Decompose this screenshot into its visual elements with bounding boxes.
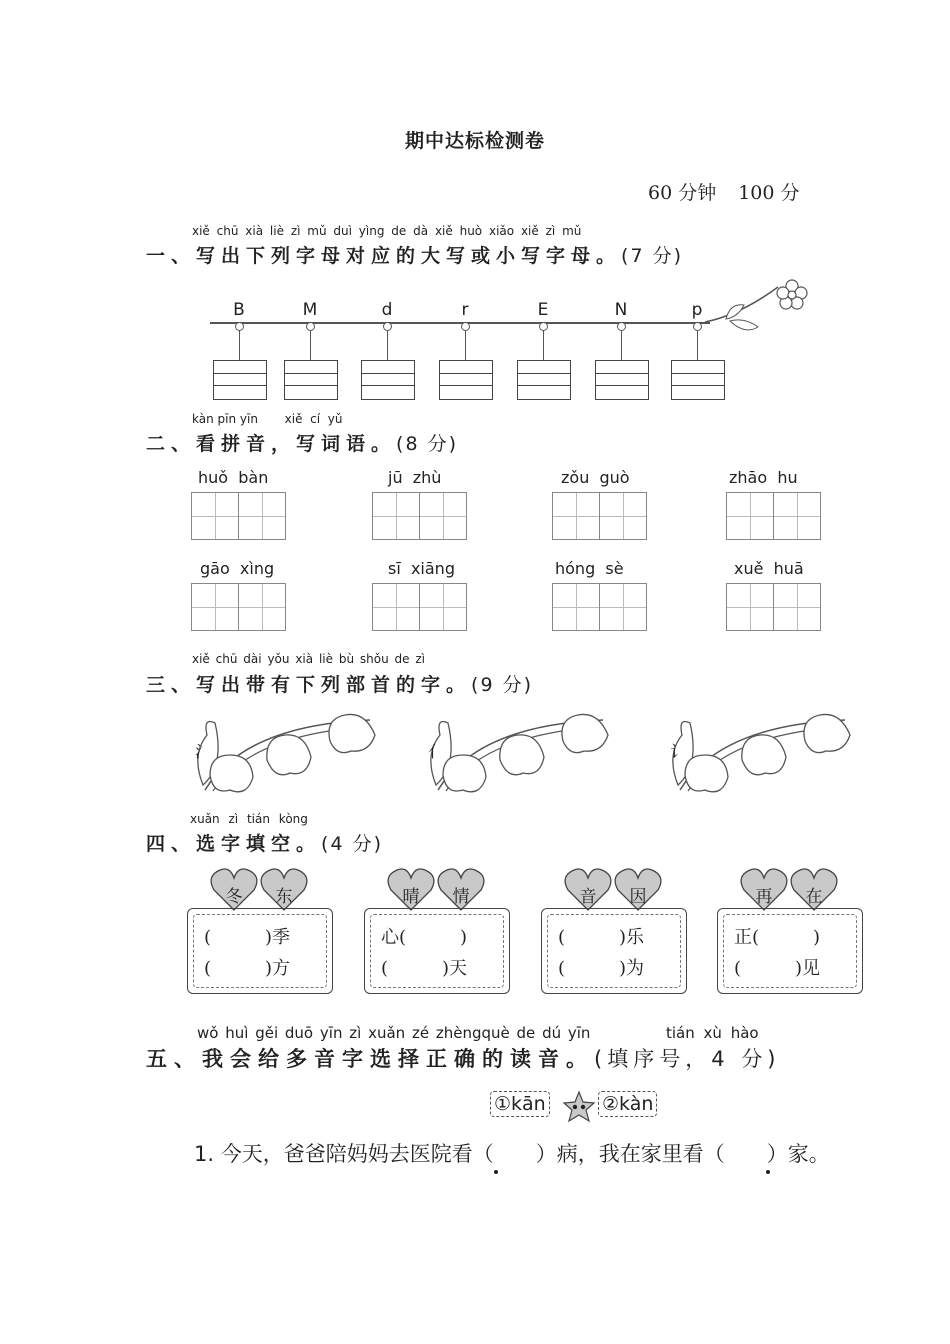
heart-char: 东 [275, 887, 293, 907]
emphasis-dot [766, 1170, 770, 1174]
heart-char: 在 [805, 887, 823, 907]
flower-decoration [700, 275, 820, 345]
heart-char: 音 [579, 887, 597, 907]
letter-3: d [381, 300, 393, 320]
section-4-heading: 四、选字填空。(4 分) [146, 833, 383, 855]
connector-stem [621, 330, 622, 360]
fill-line[interactable]: ( )方 [204, 958, 291, 979]
connector-stem [239, 330, 240, 360]
page-title: 期中达标检测卷 [404, 130, 545, 152]
heart-char: 再 [755, 887, 773, 907]
section-3-heading: 三、写出带有下列部首的字。(9 分) [146, 674, 533, 696]
question-1: 1. 今天，爸爸陪妈妈去医院看（ ）病，我在家里看（ ）家。 [194, 1142, 830, 1166]
letter-1: B [233, 300, 245, 320]
connector-stem [697, 330, 698, 360]
fill-box-3 [541, 908, 687, 994]
flower-group-2 [418, 705, 618, 797]
writing-grid-1[interactable] [191, 492, 285, 540]
answer-lines-5[interactable] [517, 360, 571, 400]
time-limit: 60 分钟 [648, 182, 717, 204]
fill-box-4 [717, 908, 863, 994]
connector-stem [310, 330, 311, 360]
answer-lines-3[interactable] [361, 360, 415, 400]
word-pinyin-5: gāo xìng [200, 559, 275, 578]
answer-lines-2[interactable] [284, 360, 338, 400]
emphasis-dot [494, 1170, 498, 1174]
s3-pinyin: xiě chū dài yǒu xià liè bù shǒu de zì [192, 652, 426, 666]
word-pinyin-4: zhāo hu [729, 468, 798, 487]
writing-grid-2[interactable] [372, 492, 466, 540]
fill-line[interactable]: ( )乐 [558, 927, 645, 948]
total-score: 100 分 [738, 182, 800, 204]
fill-line[interactable]: ( )为 [558, 958, 645, 979]
section-2-heading: 二、看拼音，写词语。(8 分) [146, 433, 458, 455]
word-pinyin-3: zǒu guò [561, 468, 630, 487]
connector-stem [387, 330, 388, 360]
heart-char: 情 [452, 887, 470, 907]
connector-stem [543, 330, 544, 360]
fill-line[interactable]: ( )见 [734, 958, 821, 979]
letter-5: E [537, 300, 549, 320]
fill-box-2 [364, 908, 510, 994]
s5-pinyin-a: wǒ huì gěi duō yīn zì xuǎn zé zhèngquè de dú yīn [197, 1024, 591, 1042]
radical-1: 氵 [195, 742, 212, 761]
answer-lines-1[interactable] [213, 360, 267, 400]
radical-2: 亻 [428, 742, 445, 761]
letter-baseline [210, 322, 710, 324]
answer-lines-4[interactable] [439, 360, 493, 400]
letter-7: p [691, 300, 703, 320]
reading-option-1: ①kān [490, 1091, 550, 1117]
section-1-heading: 一、写出下列字母对应的大写或小写字母。(7 分) [146, 245, 683, 267]
fill-line[interactable]: ( )季 [204, 927, 291, 948]
heart-char: 晴 [402, 887, 420, 907]
answer-lines-6[interactable] [595, 360, 649, 400]
word-pinyin-8: xuě huā [734, 559, 804, 578]
heart-char: 冬 [225, 887, 243, 907]
reading-option-2: ②kàn [598, 1091, 657, 1117]
word-pinyin-2: jū zhù [388, 468, 442, 487]
s5-pinyin-b: tián xù hào [666, 1024, 759, 1042]
writing-grid-5[interactable] [191, 583, 285, 631]
flower-group-3 [660, 705, 860, 797]
fill-line[interactable]: 心( ) [381, 927, 468, 948]
answer-lines-7[interactable] [671, 360, 725, 400]
radical-3: 讠 [670, 742, 687, 761]
writing-grid-7[interactable] [552, 583, 646, 631]
letter-6: N [614, 300, 628, 320]
word-pinyin-6: sī xiāng [388, 559, 455, 578]
star-mascot-icon [561, 1090, 597, 1124]
writing-grid-4[interactable] [726, 492, 820, 540]
letter-2: M [302, 300, 318, 320]
heart-char: 因 [629, 887, 647, 907]
writing-grid-6[interactable] [372, 583, 466, 631]
flower-group-1 [185, 705, 385, 797]
letter-4: r [461, 300, 469, 320]
s4-pinyin: xuǎn zì tián kòng [190, 812, 308, 826]
writing-grid-3[interactable] [552, 492, 646, 540]
fill-box-1 [187, 908, 333, 994]
writing-grid-8[interactable] [726, 583, 820, 631]
s1-pinyin: xiě chū xià liè zì mǔ duì yìng de dà xiě huò xiǎo xiě zì mǔ [192, 224, 582, 238]
word-pinyin-7: hóng sè [555, 559, 624, 578]
s2-pinyin: kàn pīn yīn xiě cí yǔ [192, 412, 343, 426]
word-pinyin-1: huǒ bàn [198, 468, 269, 487]
fill-line[interactable]: 正( ) [734, 927, 821, 948]
connector-stem [465, 330, 466, 360]
fill-line[interactable]: ( )天 [381, 958, 468, 979]
exam-meta [648, 178, 800, 205]
section-5-heading: 五、我会给多音字选择正确的读音。(填序号，4 分) [146, 1047, 781, 1071]
